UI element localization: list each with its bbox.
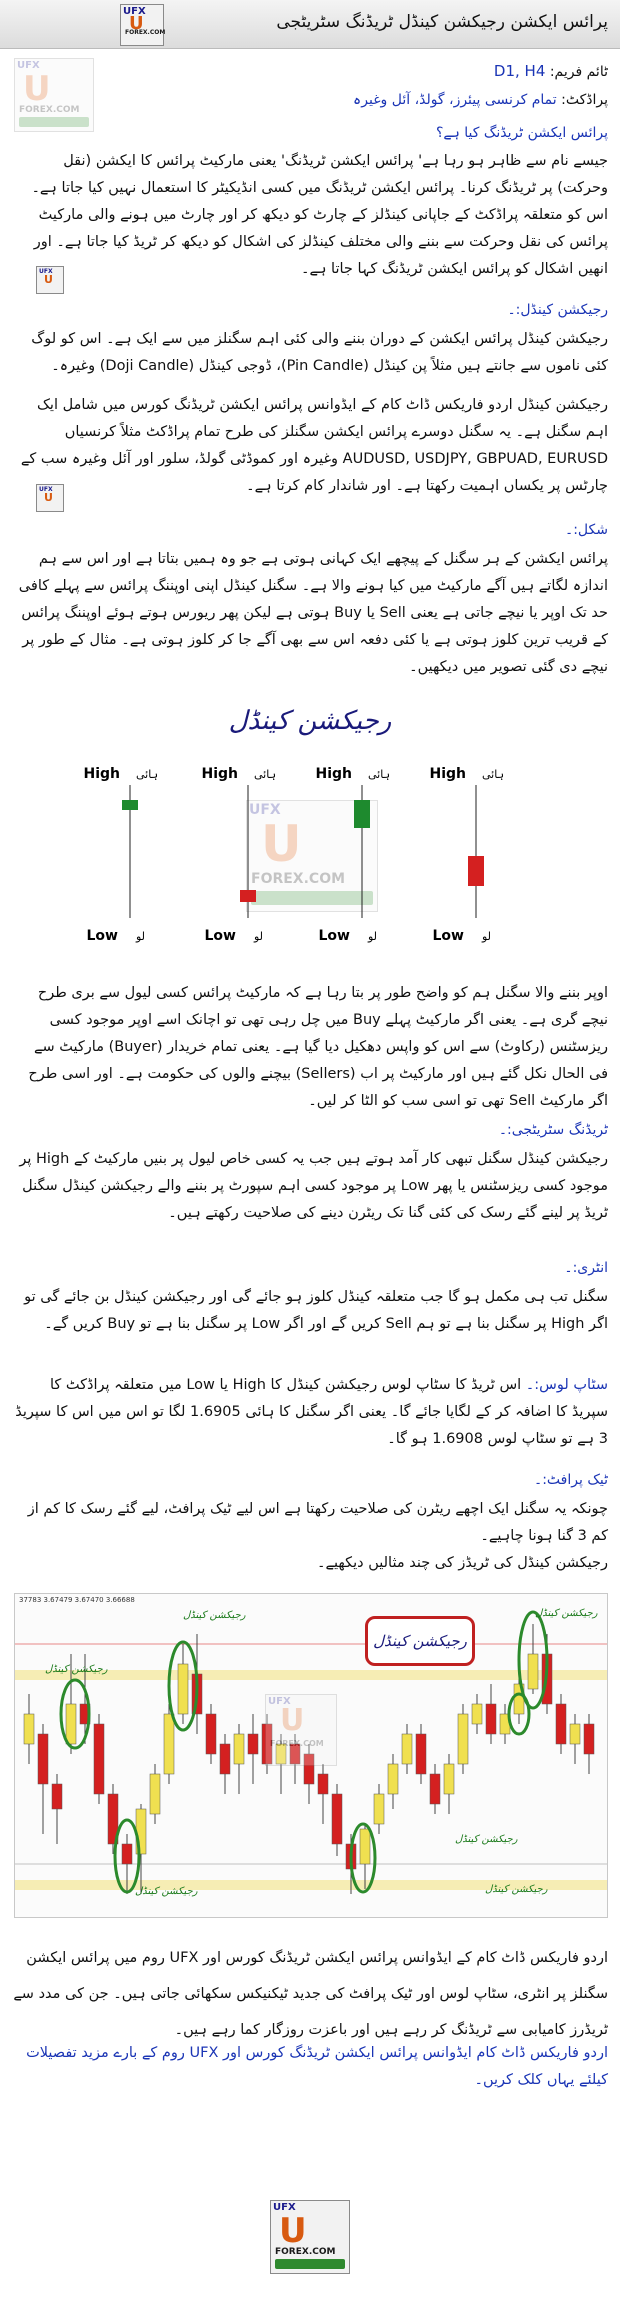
example-body-28 xyxy=(402,1734,412,1764)
small-logo: UFX U xyxy=(36,266,64,294)
paragraph-entry: سگنل تب ہی مکمل ہو گا جب متعلقہ کینڈل کلوز ہو جائے گی اور رجیکشن کینڈل بن جائے گی تو اگر High پر سگنل بنا ہے تو ہم Sell کریں گے اور اگر Low پر سگنل بنا ہے تو Buy کریں گے۔ xyxy=(24,1289,608,1332)
low-label-2: Low xyxy=(204,928,236,944)
watermark-logo: UFX U FOREX.COM xyxy=(14,58,94,132)
example-body-23 xyxy=(332,1794,342,1844)
candle-figure-watermark: UFX U FOREX.COM xyxy=(246,800,378,912)
example-body-39 xyxy=(556,1704,566,1744)
small-logo-2: UFX U xyxy=(36,484,64,512)
example-body-2 xyxy=(38,1734,48,1784)
example-body-17 xyxy=(248,1734,258,1754)
example-body-41 xyxy=(584,1724,594,1754)
low-urdu-1: لو xyxy=(136,930,146,943)
candle-body-3 xyxy=(354,800,370,828)
paragraph-trading-strategy: رجیکشن کینڈل سگنل تبھی کار آمد ہوتے ہیں جب یہ کسی خاص لیول پر بنیں مارکیٹ کے High پر موجود کسی ریزسٹنس یا پھر Low پر موجود کسی اہم سپورٹ پر بننے والے رجیکشن کینڈل سگنل ٹریڈ پر لینے گئے رسک کی کئی گنا تک ریٹرن دینے کی صلاحیت رکھتے ہیں۔ xyxy=(19,1151,608,1221)
annotation-3: رجیکشن کینڈل xyxy=(135,1886,198,1897)
annotation-4: رجیکشن کینڈل xyxy=(455,1834,518,1845)
paragraph-signal-meaning: اوپر بننے والا سگنل ہم کو واضح طور پر بتا رہا ہے کہ مارکیٹ پرائس کسی لیول سے بری طرح نیچے گری ہے۔ یعنی اگر مارکیٹ پہلے Buy میں چل رہی تھی تو اچانک اسے اوپر موجود کسی ریزسٹنس (رکاوٹ) سے اس کو واپس دھکیل دیا گیا ہے۔ یعنی تمام خریدار (Buyer) مارکیٹ سے فی الحال نکل گئے ہیں اور مارکیٹ پر اب (Sellers) بیچنے والوں کی حکومت ہے۔ اور اسی طرح اگر مارکیٹ Sell تھی تو اسی سب کو الٹا کر لیں۔ xyxy=(28,985,608,1109)
page-title: پرائس ایکشن رجیکشن کینڈل ٹریڈنگ سٹریٹجی xyxy=(276,12,608,32)
example-body-29 xyxy=(416,1734,426,1774)
annotation-1: رجیکشن کینڈل xyxy=(45,1664,108,1675)
high-urdu-1: ہائی xyxy=(136,768,159,781)
example-body-15 xyxy=(220,1744,230,1774)
chart-watermark: UFX U FOREX.COM xyxy=(265,1694,337,1766)
heading-entry: انٹری:۔ xyxy=(564,1260,608,1276)
paragraph-price-action: جیسے نام سے ظاہر ہو رہا ہے' پرائس ایکشن ٹریڈنگ' یعنی مارکیٹ پرائس کا ایکشن (نقل وحرکت) پر ٹریڈنگ کرنا۔ پرائس ایکشن ٹریڈنگ میں کسی انڈیکیٹر کا استعمال نہیں کیا جاتا ہے۔ اس کو متعلقہ پراڈکٹ کے جاپانی کینڈلز کے چارٹ کو دیکھ کر اور چارٹ میں ہونے والی مارکیٹ پرائس کی نقل وحرکت سے بننے والی مختلف کینڈلز کی اشکال کو دیکھ کر ٹریڈ کیا جاتا ہے۔ اور انھیں اشکال کو پرائس ایکشن ٹریڈنگ کہا جاتا ہے۔ xyxy=(31,153,608,277)
example-body-3 xyxy=(52,1784,62,1809)
example-body-8 xyxy=(122,1844,132,1864)
high-urdu-4: ہائی xyxy=(482,768,505,781)
link-more-details[interactable]: اردو فاریکس ڈاٹ کام ایڈوانس پرائس ایکشن ٹریڈنگ کورس اور UFX روم کے بارے مزید تفصیلات کیلئے یہاں کلک کریں۔ xyxy=(26,2045,608,2088)
low-urdu-2: لو xyxy=(254,930,264,943)
example-body-22 xyxy=(318,1774,328,1794)
example-body-12 xyxy=(178,1664,188,1714)
timeframe-label: ٹائم فریم: xyxy=(549,64,608,80)
annotation-2: رجیکشن کینڈل xyxy=(183,1610,246,1621)
example-body-25 xyxy=(360,1829,370,1864)
example-body-16 xyxy=(234,1734,244,1764)
paragraph-rejection-candle-intro: رجیکشن کینڈل پرائس ایکشن کے دوران بننے والی کئی اہم سگنلز میں سے ایک ہے۔ اس کو لوگ کئی ناموں سے جانتے ہیں مثلاً پن کینڈل (Pin Candle)، ڈوجی کینڈل (Doji Candle) وغیرہ۔ xyxy=(31,331,608,374)
heading-shape: شکل:۔ xyxy=(565,522,608,538)
low-label-1: Low xyxy=(86,928,118,944)
example-body-37 xyxy=(528,1654,538,1689)
annotation-5: رجیکشن کینڈل xyxy=(485,1884,548,1895)
product-label: پراڈکٹ: xyxy=(561,92,608,108)
product-row xyxy=(353,92,608,108)
example-body-1 xyxy=(24,1714,34,1744)
example-body-32 xyxy=(458,1714,468,1764)
example-body-26 xyxy=(374,1794,384,1824)
high-urdu-3: ہائی xyxy=(368,768,391,781)
candle-figure-title: رجیکشن کینڈل xyxy=(228,706,392,736)
chart-title-box: رجیکشن کینڈل xyxy=(365,1616,475,1666)
heading-take-profit: ٹیک پرافٹ:۔ xyxy=(534,1472,608,1488)
high-label-3: High xyxy=(315,766,352,782)
example-body-11 xyxy=(164,1714,174,1774)
heading-trading-strategy: ٹریڈنگ سٹریٹجی:۔ xyxy=(498,1122,608,1138)
paragraph-examples: رجیکشن کینڈل کی ٹریڈز کی چند مثالیں دیکھیے۔ xyxy=(317,1555,608,1571)
heading-what-is-price-action: پرائس ایکشن ٹریڈنگ کیا ہے؟ xyxy=(435,125,608,141)
stop-loss-text: اس ٹریڈ کا سٹاپ لوس رجیکشن کینڈل کا High یا Low میں متعلقہ پراڈکٹ کا سپریڈ کا اضافہ کر کے لگایا جائے گا۔ یعنی اگر سگنل کا ہائی 1.6905 لگا تو اس میں اس کا سپریڈ 3 ہے تو سٹاپ لوس 1.6908 ہو گا۔ xyxy=(15,1377,608,1447)
candle-body-2 xyxy=(240,890,256,902)
candle-body-1 xyxy=(122,800,138,810)
example-body-40 xyxy=(570,1724,580,1744)
example-body-27 xyxy=(388,1764,398,1794)
paragraph-take-profit: چونکہ یہ سگنل ایک اچھے ریٹرن کی صلاحیت رکھتا ہے اس لیے ٹیک پرافٹ، لیے گئے رسک کا کم از کم 3 گنا ہونا چاہیے۔ xyxy=(27,1501,608,1544)
low-urdu-4: لو xyxy=(482,930,492,943)
header-logo[interactable]: UFX U FOREX.COM xyxy=(120,4,164,46)
paragraph-course-info: اردو فاریکس ڈاٹ کام کے ایڈوانس پرائس ایکشن ٹریڈنگ کورس اور UFX روم میں پرائس ایکشن سگنلز پر انٹری، سٹاپ لوس اور ٹیک پرافٹ کی جدید ٹیکنیکس سکھائی جاتی ہیں۔ جن کی مدد سے ٹریڈرز کامیابی سے ٹریڈنگ کر رہے ہیں اور باعزت روزگار کما رہے ہیں۔ xyxy=(13,1950,608,2038)
example-body-31 xyxy=(444,1764,454,1794)
stop-loss-label: سٹاپ لوس:۔ xyxy=(525,1377,608,1393)
timeframe-value: D1, H4 xyxy=(493,62,546,80)
footer-logo[interactable]: UFX U FOREX.COM xyxy=(270,2200,350,2274)
example-body-6 xyxy=(94,1724,104,1794)
heading-rejection-candle: رجیکشن کینڈل:۔ xyxy=(507,302,608,318)
paragraph-shape: پرائس ایکشن کے ہر سگنل کے پیچھے ایک کہانی ہوتی ہے جو وہ ہمیں بتاتا ہے اور اس سے ہم اندازہ لگاتے ہیں آگے مارکیٹ میں کیا ہونے والا ہے۔ سگنل کینڈل اپنی اوپننگ پرائس سے پہلے کافی حد تک اوپر یا نیچے جاتی ہے یعنی Sell یا Buy ہوتی ہے لیکن پھر ریورس ہوتے ہوئے اوپننگ پرائس کے قریب ترین کلوز ہوتی ہے یا کئی دفعہ اس سے بھی آگے جا کر کلوز ہوتی ہے۔ مثال کے طور پر نیچے دی گئی تصویر میں دیکھیں۔ xyxy=(18,551,608,675)
example-body-14 xyxy=(206,1714,216,1754)
timeframe-row xyxy=(494,62,608,80)
annotation-6: رجیکشن کینڈل xyxy=(535,1608,598,1619)
high-urdu-2: ہائی xyxy=(254,768,277,781)
example-body-4 xyxy=(66,1704,76,1744)
example-body-34 xyxy=(486,1704,496,1734)
example-chart-image xyxy=(14,1593,608,1918)
high-label-1: High xyxy=(83,766,120,782)
high-label-2: High xyxy=(201,766,238,782)
example-body-33 xyxy=(472,1704,482,1724)
low-label-4: Low xyxy=(432,928,464,944)
chart-header-text: 37783 3.67479 3.67470 3.66688 xyxy=(19,1596,135,1604)
example-body-10 xyxy=(150,1774,160,1814)
header-bar xyxy=(0,0,620,49)
paragraph-rejection-candle-course: رجیکشن کینڈل اردو فاریکس ڈاٹ کام کے ایڈوانس پرائس ایکشن ٹریڈنگ کورس میں شامل ایک اہم سگنل ہے۔ یہ سگنل دوسرے پرائس ایکشن سگنلز کی طرح تمام پراڈکٹ مثلاً کرنسیاں AUDUSD, USDJPY, GBPUAD, EURUSD وغیرہ اور کموڈٹی گولڈ، سلور اور آئل وغیرہ سب کے چارٹس پر یکساں اہمیت رکھتا ہے۔ اور شاندار کام کرتا ہے۔ xyxy=(20,397,608,494)
high-label-4: High xyxy=(429,766,466,782)
paragraph-stop-loss xyxy=(12,1372,608,1453)
candle-body-4 xyxy=(468,856,484,886)
candle-diagram xyxy=(0,760,620,970)
example-body-30 xyxy=(430,1774,440,1804)
low-urdu-3: لو xyxy=(368,930,378,943)
low-label-3: Low xyxy=(318,928,350,944)
product-value: تمام کرنسی پیئرز، گولڈ، آئل وغیرہ xyxy=(353,92,557,108)
